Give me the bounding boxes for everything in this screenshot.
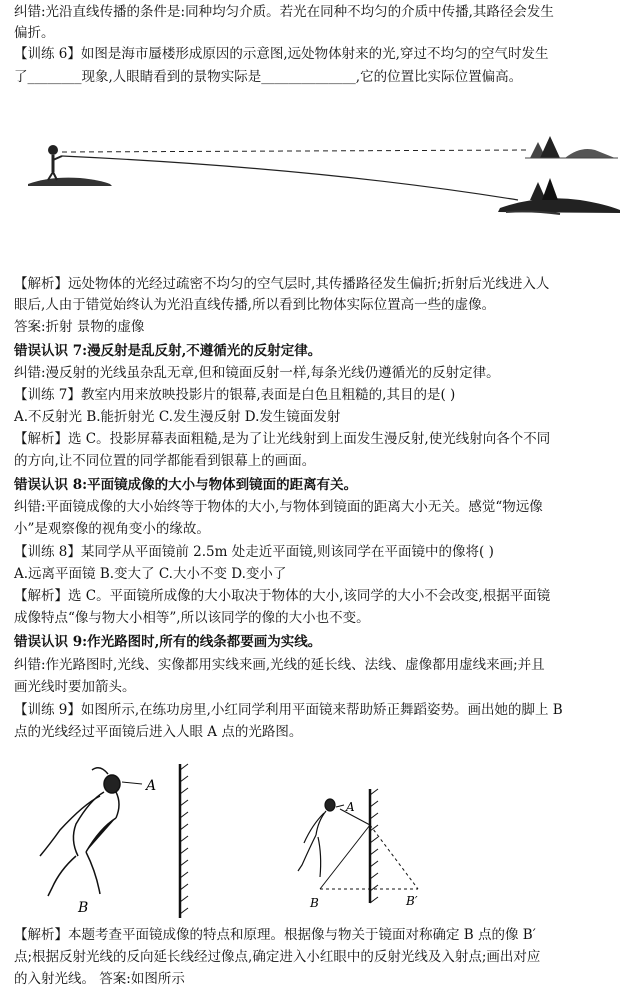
text-line: 的入射光线。 答案:如图所示 bbox=[14, 971, 185, 987]
text-line: 答案:折射 景物的虚像 bbox=[14, 319, 145, 335]
mirror bbox=[370, 789, 378, 903]
dancer-figure-answer bbox=[296, 785, 466, 915]
text-line: 偏折。 bbox=[14, 25, 55, 41]
left-ground bbox=[28, 178, 112, 186]
text-line: 纠错:平面镜成像的大小始终等于物体的大小,与物体到镜面的距离大小无关。感觉“物远像 bbox=[14, 499, 543, 515]
label-a: A bbox=[146, 778, 157, 794]
dancer bbox=[298, 799, 335, 877]
text-line: A.远离平面镜 B.变大了 C.大小不变 D.变小了 bbox=[14, 566, 287, 582]
text-line: 了________现象,人眼睛看到的景物实际是______________,它的位置比实际位置偏高。 bbox=[14, 69, 523, 85]
label-a-pointer bbox=[336, 805, 344, 807]
label-b: B bbox=[78, 900, 89, 916]
actual-scene bbox=[498, 178, 620, 214]
text-line: 画光线时要加箭头。 bbox=[14, 679, 136, 695]
text-line: 【解析】远处物体的光经过疏密不均匀的空气层时,其传播路径发生偏折;折射后光线进入人 bbox=[14, 276, 550, 292]
apparent-ray bbox=[62, 150, 530, 152]
text-line: 纠错:漫反射的光线虽杂乱无章,但和镜面反射一样,每条光线仍遵循光的反射定律。 bbox=[14, 365, 500, 381]
mirage-image bbox=[525, 136, 618, 158]
label-b-prime: B′ bbox=[406, 894, 418, 908]
mirage-diagram bbox=[20, 128, 620, 238]
text-line: A.不反射光 B.能折射光 C.发生漫反射 D.发生镜面发射 bbox=[14, 409, 341, 425]
dancer bbox=[40, 768, 120, 896]
text-line: 【训练 6】如图是海市蜃楼形成原因的示意图,远处物体射来的光,穿过不均匀的空气时发生 bbox=[14, 46, 549, 62]
reflected-ray bbox=[340, 809, 370, 825]
text-line: 错误认识 7:漫反射是乱反射,不遵循光的反射定律。 bbox=[14, 343, 322, 359]
text-line: 【解析】选 C。投影屏幕表面粗糙,是为了让光线射到上面发生漫反射,使光线射向各个不同 bbox=[14, 431, 551, 447]
label-b: B bbox=[310, 896, 319, 910]
text-line: 错误认识 8:平面镜成像的大小与物体到镜面的距离有关。 bbox=[14, 477, 358, 493]
text-line: 纠错:作光路图时,光线、实像都用实线来画,光线的延长线、法线、虚像都用虚线来画;并且 bbox=[14, 657, 545, 673]
text-line: 纠错:光沿直线传播的条件是:同种均匀介质。若光在同种不均匀的介质中传播,其路径会发生 bbox=[14, 4, 554, 20]
observer-figure bbox=[48, 145, 62, 180]
real-ray bbox=[62, 156, 518, 200]
text-line: 错误认识 9:作光路图时,所有的线条都要画为实线。 bbox=[14, 634, 322, 650]
text-line: 成像特点“像与物大小相等”,所以该同学的像的大小也不变。 bbox=[14, 610, 370, 626]
incident-ray bbox=[320, 825, 370, 889]
text-line: 【解析】选 C。平面镜所成像的大小取决于物体的大小,该同学的大小不会改变,根据平面镜 bbox=[14, 588, 551, 604]
text-line: 点的光线经过平面镜后进入人眼 A 点的光路图。 bbox=[14, 724, 303, 740]
text-line: 【训练 9】如图所示,在练功房里,小红同学利用平面镜来帮助矫正舞蹈姿势。画出她的脚上 B bbox=[14, 702, 563, 718]
label-a-pointer bbox=[122, 782, 142, 784]
text-line: 眼后,人由于错觉始终认为光沿直线传播,所以看到比物体实际位置高一些的虚像。 bbox=[14, 297, 496, 313]
mirror bbox=[180, 764, 188, 918]
dancer-figure-problem bbox=[30, 760, 220, 920]
text-line: 【训练 8】某同学从平面镜前 2.5m 处走近平面镜,则该同学在平面镜中的像将( ) bbox=[14, 544, 494, 560]
label-a: A bbox=[346, 800, 355, 814]
text-line: 的方向,让不同位置的同学都能看到银幕上的画面。 bbox=[14, 453, 316, 469]
virtual-extension bbox=[370, 825, 418, 889]
text-line: 小”是观察像的视角变小的缘故。 bbox=[14, 521, 210, 537]
text-line: 【解析】本题考查平面镜成像的特点和原理。根据像与物关于镜面对称确定 B 点的像 B′ bbox=[14, 927, 536, 943]
text-line: 【训练 7】教室内用来放映投影片的银幕,表面是白色且粗糙的,其目的是( ) bbox=[14, 387, 456, 403]
text-line: 点;根据反射光线的反向延长线经过像点,确定进入小红眼中的反射光线及入射点;画出对应 bbox=[14, 949, 541, 965]
